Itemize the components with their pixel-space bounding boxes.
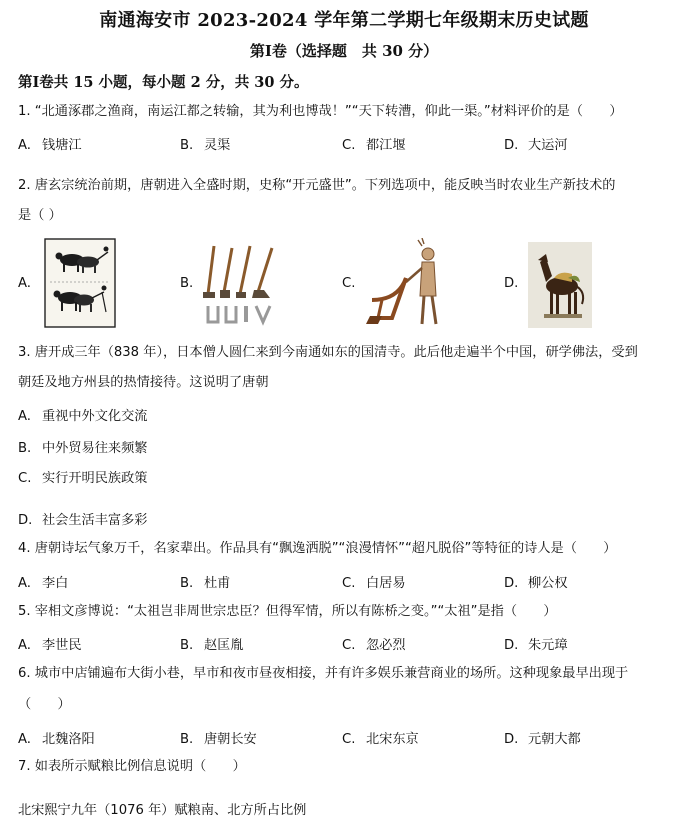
question-3-option-a[interactable]: A. 重视中外文化交流 xyxy=(18,409,148,424)
question-2-stem-line-1: 2. 唐玄宗统治前期，唐朝进入全盛时期，史称“开元盛世”。下列选项中，能反映当时农业生产新技术的 xyxy=(18,178,616,193)
question-3-option-d[interactable]: D. 社会生活丰富多彩 xyxy=(18,513,148,528)
question-6-stem-line-2: （ ） xyxy=(18,697,71,712)
question-1-option-b[interactable]: B. 灵渠 xyxy=(180,138,231,153)
question-4-stem: 4. 唐朝诗坛气象万千，名家辈出。作品具有“飘逸洒脱”“浪漫情怀”“超凡脱俗”等特征的诗人是（ ） xyxy=(18,541,617,556)
question-2-option-a-label[interactable]: A. xyxy=(18,276,31,291)
question-3-option-b[interactable]: B. 中外贸易往来频繁 xyxy=(18,441,148,456)
question-3-stem-line-2: 朝廷及地方州县的热情接待。这说明了唐朝 xyxy=(18,375,269,390)
question-6-option-d[interactable]: D. 元朝大都 xyxy=(504,732,581,747)
question-1-option-a[interactable]: A. 钱塘江 xyxy=(18,138,82,153)
question-5-option-a[interactable]: A. 李世民 xyxy=(18,638,82,653)
curved-shaft-plough-picture[interactable] xyxy=(362,238,446,330)
iron-farm-tools-picture[interactable] xyxy=(200,240,284,328)
section-title: 第Ⅰ卷（选择题 共 30 分） xyxy=(249,42,439,60)
question-6-option-a[interactable]: A. 北魏洛阳 xyxy=(18,732,95,747)
question-5-stem: 5. 宰相文彦博说：“太祖岂非周世宗忠臣？但得军情，所以有陈桥之变。”“太祖”是指（ ） xyxy=(18,604,557,619)
question-6-option-c[interactable]: C. 北宋东京 xyxy=(342,732,419,747)
question-5-option-b[interactable]: B. 赵匡胤 xyxy=(180,638,244,653)
question-3-option-c[interactable]: C. 实行开明民族政策 xyxy=(18,471,148,486)
question-2-option-d-label[interactable]: D. xyxy=(504,276,519,291)
question-2-option-c-label[interactable]: C. xyxy=(342,276,356,291)
question-5-option-c[interactable]: C. 忽必烈 xyxy=(342,638,406,653)
question-4-option-d[interactable]: D. 柳公权 xyxy=(504,576,568,591)
question-7-table-caption: 北宋熙宁九年（1076 年）赋粮南、北方所占比例 xyxy=(18,803,307,818)
question-4-option-a[interactable]: A. 李白 xyxy=(18,576,69,591)
question-6-stem-line-1: 6. 城市中店铺遍布大街小巷，早市和夜市昼夜相接，并有许多娱乐兼营商业的场所。这种现象最早出现于 xyxy=(18,666,629,681)
question-1-option-c[interactable]: C. 都江堰 xyxy=(342,138,406,153)
question-2-stem-line-2: 是（ ） xyxy=(18,208,62,223)
question-1-option-d[interactable]: D. 大运河 xyxy=(504,138,568,153)
question-1-stem: 1. “北通涿郡之渔商，南运江都之转输，其为利也博哉！”“天下转漕，仰此一渠。”材料评价的是（ ） xyxy=(18,104,623,119)
question-7-stem: 7. 如表所示赋粮比例信息说明（ ） xyxy=(18,759,246,774)
section-instructions: 第Ⅰ卷共 15 小题，每小题 2 分，共 30 分。 xyxy=(18,74,309,91)
question-3-stem-line-1: 3. 唐开成三年（838 年），日本僧人圆仁来到今南通如东的国清寺。此后他走遍半个中国，研学佛法，受到 xyxy=(18,345,638,360)
tang-sancai-horse-picture[interactable] xyxy=(528,242,592,328)
question-2-option-b-label[interactable]: B. xyxy=(180,276,194,291)
question-4-option-c[interactable]: C. 白居易 xyxy=(342,576,406,591)
question-6-option-b[interactable]: B. 唐朝长安 xyxy=(180,732,257,747)
question-5-option-d[interactable]: D. 朱元璋 xyxy=(504,638,568,653)
question-4-option-b[interactable]: B. 杜甫 xyxy=(180,576,231,591)
oxen-ploughing-picture[interactable] xyxy=(44,238,116,328)
exam-title: 南通海安市 2023-2024 学年第二学期七年级期末历史试题 xyxy=(99,10,589,31)
